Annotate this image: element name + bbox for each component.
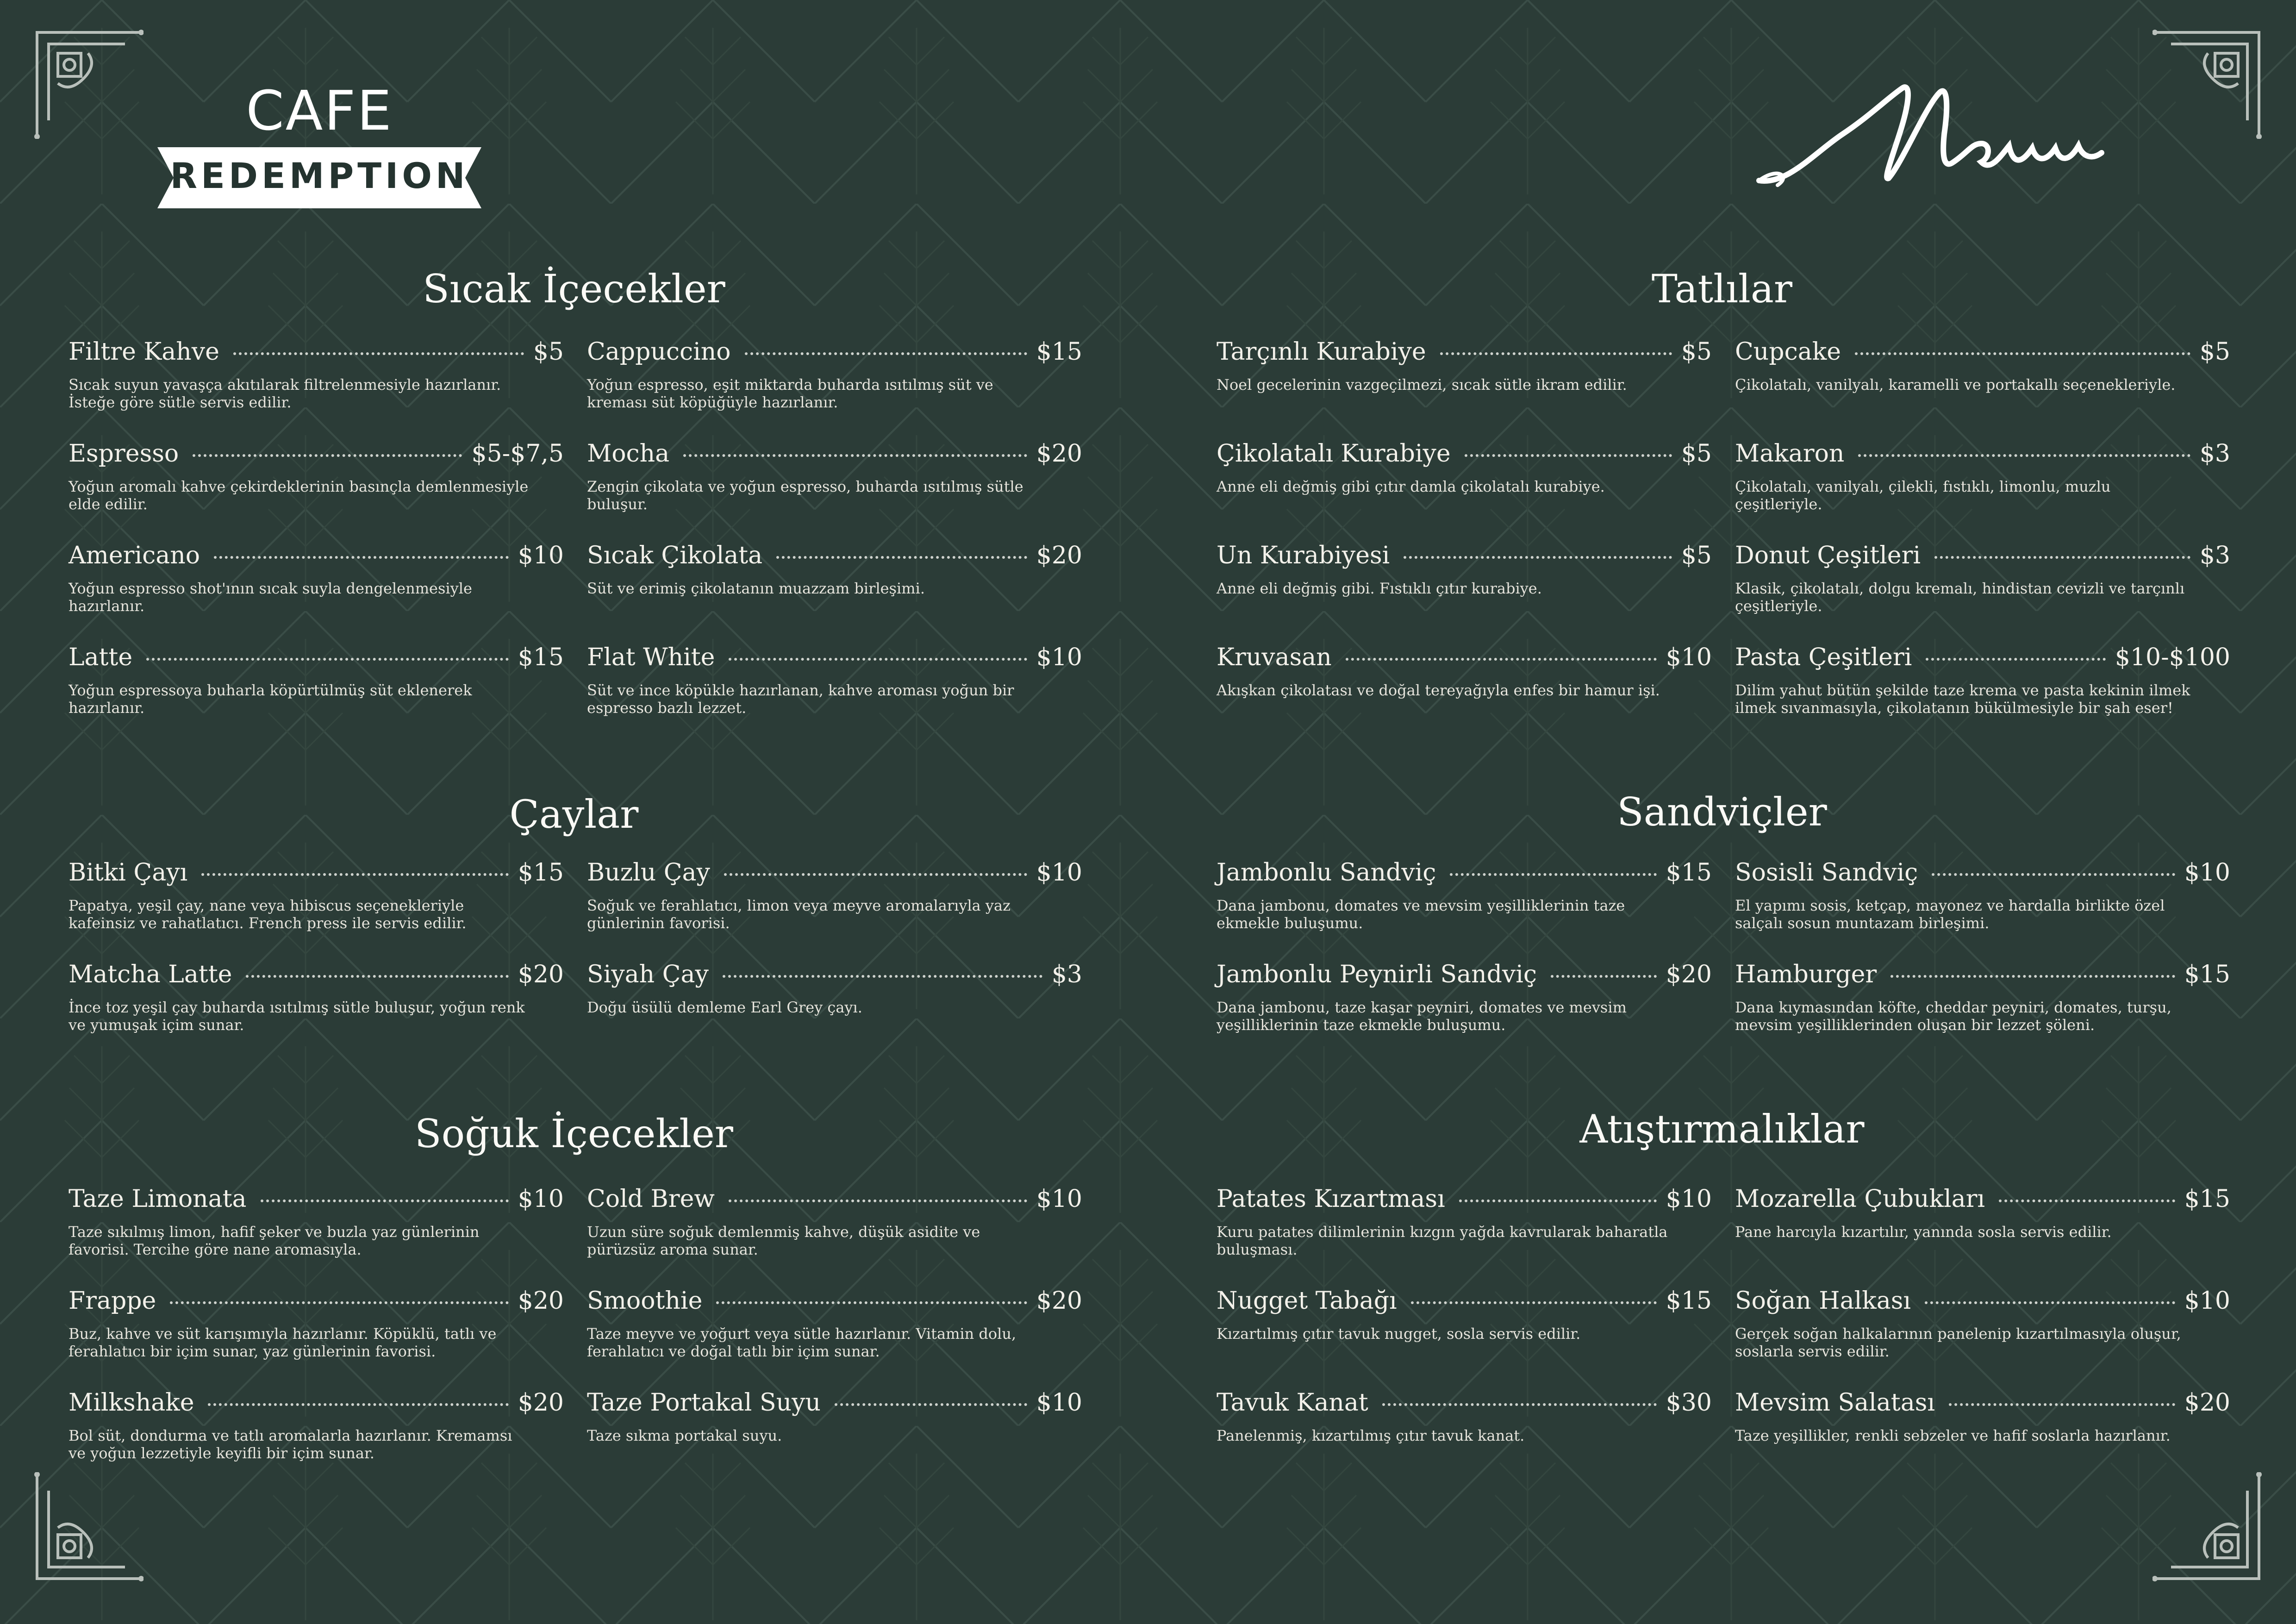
menu-item (587, 961, 1082, 1016)
item-name: Taze Portakal Suyu (587, 1389, 821, 1417)
item-description: Taze sıkma portakal suyu. (587, 1427, 782, 1444)
item-price: $30 (1666, 1389, 1712, 1417)
dot-leader (1411, 1301, 1657, 1304)
menu-item (1735, 1389, 2230, 1444)
item-price: $15 (518, 859, 564, 887)
item-name: Makaron (1735, 440, 1845, 468)
menu-item (69, 961, 564, 1034)
menu-item (1735, 1287, 2230, 1360)
item-description: Klasik, çikolatalı, dolgu kremalı, hindistan cevizli ve tarçınlı çeşitleriyle. (1735, 580, 2185, 615)
item-price: $10 (1036, 1185, 1082, 1213)
item-name: Mocha (587, 440, 670, 468)
menu-item (1217, 542, 1712, 597)
item-name: Latte (69, 643, 133, 671)
menu-item (1217, 440, 1712, 495)
item-price: $10 (1666, 643, 1712, 671)
item-name: Jambonlu Sandviç (1217, 859, 1436, 887)
dot-leader (261, 1199, 509, 1202)
item-description: Taze meyve ve yoğurt veya sütle hazırlanır. Vitamin dolu, ferahlatıcı ve doğal tatlı bir içim sunar. (587, 1325, 1017, 1360)
item-price: $15 (1666, 859, 1712, 887)
item-price: $10 (1666, 1185, 1712, 1213)
menu-item (1217, 1185, 1712, 1258)
item-name: Mevsim Salatası (1735, 1389, 1935, 1417)
item-name: Sosisli Sandviç (1735, 859, 1918, 887)
item-name: Tarçınlı Kurabiye (1217, 338, 1426, 366)
item-description: Soğuk ve ferahlatıcı, limon veya meyve aromalarıyla yaz günlerinin favorisi. (587, 897, 1011, 932)
menu-item (587, 859, 1082, 932)
item-description: Kuru patates dilimlerinin kızgın yağda kavrularak baharatla buluşması. (1217, 1223, 1668, 1258)
item-description: El yapımı sosis, ketçap, mayonez ve hardalla birlikte özel salçalı sosun muntazam birleşimi. (1735, 897, 2165, 932)
corner-ornament-icon (32, 1472, 144, 1583)
menu-item (1735, 643, 2230, 717)
item-price: $20 (518, 1389, 564, 1417)
item-price: $5 (533, 338, 564, 366)
corner-ornament-icon (2152, 1472, 2264, 1583)
item-price: $10 (1036, 1389, 1082, 1417)
item-name: Bitki Çayı (69, 859, 188, 887)
item-name: Kruvasan (1217, 643, 1332, 671)
item-name: Cold Brew (587, 1185, 715, 1213)
item-name: Nugget Tabağı (1217, 1287, 1397, 1315)
dot-leader (146, 658, 509, 661)
menu-item (1217, 961, 1712, 1034)
dot-leader (1949, 1403, 2175, 1406)
menu-item (1217, 1389, 1712, 1444)
item-description: Gerçek soğan halkalarının panelenip kızartılmasıyla oluşur, soslarla servis edilir. (1735, 1325, 2181, 1360)
menu-item (1735, 440, 2230, 513)
item-name: Soğan Halkası (1735, 1287, 1911, 1315)
dot-leader (1346, 658, 1657, 661)
item-name: Espresso (69, 440, 179, 468)
item-price: $20 (518, 961, 564, 988)
dot-leader (729, 1199, 1027, 1202)
item-name: Patates Kızartması (1217, 1185, 1445, 1213)
dot-leader (1450, 873, 1656, 876)
item-price: $5-$7,5 (471, 440, 564, 468)
item-description: Çikolatalı, vanilyalı, karamelli ve portakallı seçenekleriyle. (1735, 376, 2176, 394)
section-title-caylar: Çaylar (509, 792, 639, 837)
item-description: Akışkan çikolatası ve doğal tereyağıyla enfes bir hamur işi. (1217, 681, 1660, 699)
item-name: Tavuk Kanat (1217, 1389, 1368, 1417)
item-price: $10-$100 (2115, 643, 2230, 671)
item-description: Anne eli değmiş gibi çıtır damla çikolatalı kurabiye. (1217, 478, 1605, 495)
item-price: $5 (1681, 440, 1712, 468)
menu-item (1217, 643, 1712, 699)
dot-leader (1858, 454, 2190, 457)
item-price: $5 (2199, 338, 2230, 366)
menu-item (69, 859, 564, 932)
item-price: $10 (1036, 643, 1082, 671)
menu-item (1735, 338, 2230, 394)
item-name: Taze Limonata (69, 1185, 247, 1213)
dot-leader (729, 658, 1027, 661)
menu-item (69, 440, 564, 513)
item-name: Filtre Kahve (69, 338, 219, 366)
dot-leader (776, 556, 1027, 559)
item-name: Flat White (587, 643, 715, 671)
corner-ornament-icon (32, 28, 144, 139)
item-description: Taze sıkılmış limon, hafif şeker ve buzla yaz günlerinin favorisi. Tercihe göre nane aromasıyla. (69, 1223, 480, 1258)
item-price: $5 (1681, 338, 1712, 366)
item-name: Buzlu Çay (587, 859, 710, 887)
item-price: $3 (2199, 542, 2230, 569)
dot-leader (683, 454, 1027, 457)
dot-leader (1465, 454, 1672, 457)
dot-leader (724, 873, 1027, 876)
dot-leader (1999, 1199, 2175, 1202)
item-name: Sıcak Çikolata (587, 542, 763, 569)
item-name: Jambonlu Peynirli Sandviç (1217, 961, 1537, 988)
item-name: Americano (69, 542, 200, 569)
dot-leader (716, 1301, 1027, 1304)
item-description: Pane harcıyla kızartılır, yanında sosla servis edilir. (1735, 1223, 2112, 1241)
dot-leader (1551, 975, 1657, 978)
item-price: $15 (2184, 1185, 2230, 1213)
item-price: $10 (2184, 1287, 2230, 1315)
item-description: Dilim yahut bütün şekilde taze krema ve pasta kekinin ilmek ilmek sıvanmasıyla, çikolatanın bükülmesiyle bir şah eser! (1735, 681, 2190, 717)
item-description: Panelenmiş, kızartılmış çıtır tavuk kanat. (1217, 1427, 1525, 1444)
menu-item (69, 1185, 564, 1258)
dot-leader (214, 556, 509, 559)
item-description: Yoğun espresso, eşit miktarda buharda ısıtılmış süt ve kreması süt köpüğüyle hazırlanır. (587, 376, 993, 411)
item-description: Noel gecelerinin vazgeçilmezi, sıcak sütle ikram edilir. (1217, 376, 1627, 394)
dot-leader (1890, 975, 2175, 978)
logo-cafe-text: CAFE (246, 79, 393, 143)
item-description: Buz, kahve ve süt karışımıyla hazırlanır. Köpüklü, tatlı ve ferahlatıcı bir içim sunar, yaz günlerinin favorisi. (69, 1325, 497, 1360)
dot-leader (201, 873, 509, 876)
dot-leader (1932, 873, 2175, 876)
dot-leader (233, 352, 524, 355)
item-description: Yoğun aromalı kahve çekirdeklerinin basınçla demlenmesiyle elde edilir. (69, 478, 529, 513)
item-price: $3 (1051, 961, 1082, 988)
dot-leader (246, 975, 508, 978)
item-description: Dana jambonu, domates ve mevsim yeşilliklerinin taze ekmekle buluşumu. (1217, 897, 1625, 932)
menu-item (69, 338, 564, 411)
item-description: Taze yeşillikler, renkli sebzeler ve hafif soslarla hazırlanır. (1735, 1427, 2171, 1444)
item-description: Çikolatalı, vanilyalı, çilekli, fıstıklı, limonlu, muzlu çeşitleriyle. (1735, 478, 2111, 513)
item-name: Smoothie (587, 1287, 703, 1315)
item-price: $15 (518, 643, 564, 671)
menu-item (1735, 1185, 2230, 1241)
dot-leader (1404, 556, 1672, 559)
item-description: Süt ve erimiş çikolatanın muazzam birleşimi. (587, 580, 925, 597)
item-price: $10 (2184, 859, 2230, 887)
menu-item (1735, 542, 2230, 615)
menu-item (69, 1287, 564, 1360)
menu-item (587, 1185, 1082, 1258)
menu-item (587, 643, 1082, 717)
dot-leader (1925, 1301, 2175, 1304)
item-description: Zengin çikolata ve yoğun espresso, buharda ısıtılmış sütle buluşur. (587, 478, 1023, 513)
menu-item (1735, 859, 2230, 932)
item-name: Pasta Çeşitleri (1735, 643, 1912, 671)
item-price: $20 (518, 1287, 564, 1315)
item-description: Sıcak suyun yavaşça akıtılarak filtrelenmesiyle hazırlanır. İsteğe göre sütle servis edilir. (69, 376, 501, 411)
section-title-tatlilar: Tatlılar (1651, 266, 1793, 312)
item-description: Anne eli değmiş gibi. Fıstıklı çıtır kurabiye. (1217, 580, 1542, 597)
item-description: Dana jambonu, taze kaşar peyniri, domates ve mevsim yeşilliklerinin taze ekmekle buluşumu. (1217, 999, 1627, 1034)
item-price: $20 (1666, 961, 1712, 988)
item-price: $15 (2184, 961, 2230, 988)
menu-item (1735, 961, 2230, 1034)
dot-leader (745, 352, 1027, 355)
section-title-soguk-icecekler: Soğuk İçecekler (415, 1111, 733, 1156)
item-description: Uzun süre soğuk demlenmiş kahve, düşük asidite ve pürüzsüz aroma sunar. (587, 1223, 980, 1258)
menu-item (1217, 859, 1712, 932)
item-price: $15 (1036, 338, 1082, 366)
logo-redemption-text: REDEMPTION (170, 155, 469, 196)
item-price: $15 (1666, 1287, 1712, 1315)
dot-leader (170, 1301, 508, 1304)
item-name: Cupcake (1735, 338, 1841, 366)
section-title-sicak-icecekler: Sıcak İçecekler (423, 266, 725, 312)
item-description: Dana kıymasından köfte, cheddar peyniri, domates, turşu, mevsim yeşilliklerinden oluşan bir lezzet şöleni. (1735, 999, 2171, 1034)
dot-leader (1855, 352, 2190, 355)
dot-leader (1926, 658, 2105, 661)
item-description: İnce toz yeşil çay buharda ısıtılmış sütle buluşur, yoğun renk ve yumuşak içim sunar. (69, 999, 525, 1034)
dot-leader (835, 1403, 1027, 1406)
menu-item (69, 643, 564, 717)
item-description: Süt ve ince köpükle hazırlanan, kahve aroması yoğun bir espresso bazlı lezzet. (587, 681, 1014, 717)
dot-leader (1440, 352, 1672, 355)
menu-item (587, 542, 1082, 597)
item-price: $20 (2184, 1389, 2230, 1417)
corner-ornament-icon (2152, 28, 2264, 139)
item-price: $20 (1036, 1287, 1082, 1315)
item-description: Yoğun espresso shot'ının sıcak suyla dengelenmesiyle hazırlanır. (69, 580, 472, 615)
item-price: $20 (1036, 542, 1082, 569)
item-name: Donut Çeşitleri (1735, 542, 1921, 569)
item-name: Siyah Çay (587, 961, 709, 988)
item-description: Bol süt, dondurma ve tatlı aromalarla hazırlanır. Kremamsı ve yoğun lezzetiyle keyifli bir içim sunar. (69, 1427, 512, 1462)
item-name: Hamburger (1735, 961, 1877, 988)
item-description: Doğu üsülü demleme Earl Grey çayı. (587, 999, 862, 1016)
menu-item (1217, 1287, 1712, 1343)
dot-leader (1382, 1403, 1657, 1406)
dot-leader (208, 1403, 508, 1406)
menu-item (587, 440, 1082, 513)
dot-leader (723, 975, 1042, 978)
menu-script-title (1750, 69, 2120, 208)
item-name: Mozarella Çubukları (1735, 1185, 1985, 1213)
menu-item (1217, 338, 1712, 394)
item-price: $5 (1681, 542, 1712, 569)
item-price: $10 (518, 1185, 564, 1213)
item-name: Un Kurabiyesi (1217, 542, 1390, 569)
item-price: $10 (518, 542, 564, 569)
item-description: Kızartılmış çıtır tavuk nugget, sosla servis edilir. (1217, 1325, 1581, 1343)
item-name: Matcha Latte (69, 961, 232, 988)
dot-leader (193, 454, 462, 457)
item-price: $10 (1036, 859, 1082, 887)
menu-item (69, 542, 564, 615)
item-name: Milkshake (69, 1389, 194, 1417)
item-name: Çikolatalı Kurabiye (1217, 440, 1451, 468)
menu-item (587, 338, 1082, 411)
item-name: Cappuccino (587, 338, 731, 366)
item-description: Papatya, yeşil çay, nane veya hibiscus seçenekleriyle kafeinsiz ve rahatlatıcı. French press ile servis edilir. (69, 897, 467, 932)
item-price: $20 (1036, 440, 1082, 468)
item-name: Frappe (69, 1287, 156, 1315)
section-title-atistirmaliklar: Atıştırmalıklar (1579, 1106, 1865, 1152)
item-price: $3 (2199, 440, 2230, 468)
menu-item (587, 1389, 1082, 1444)
menu-item (587, 1287, 1082, 1360)
item-description: Yoğun espressoya buharla köpürtülmüş süt eklenerek hazırlanır. (69, 681, 472, 717)
section-title-sandvicler: Sandviçler (1617, 789, 1827, 835)
menu-item (69, 1389, 564, 1462)
dot-leader (1934, 556, 2190, 559)
dot-leader (1459, 1199, 1657, 1202)
